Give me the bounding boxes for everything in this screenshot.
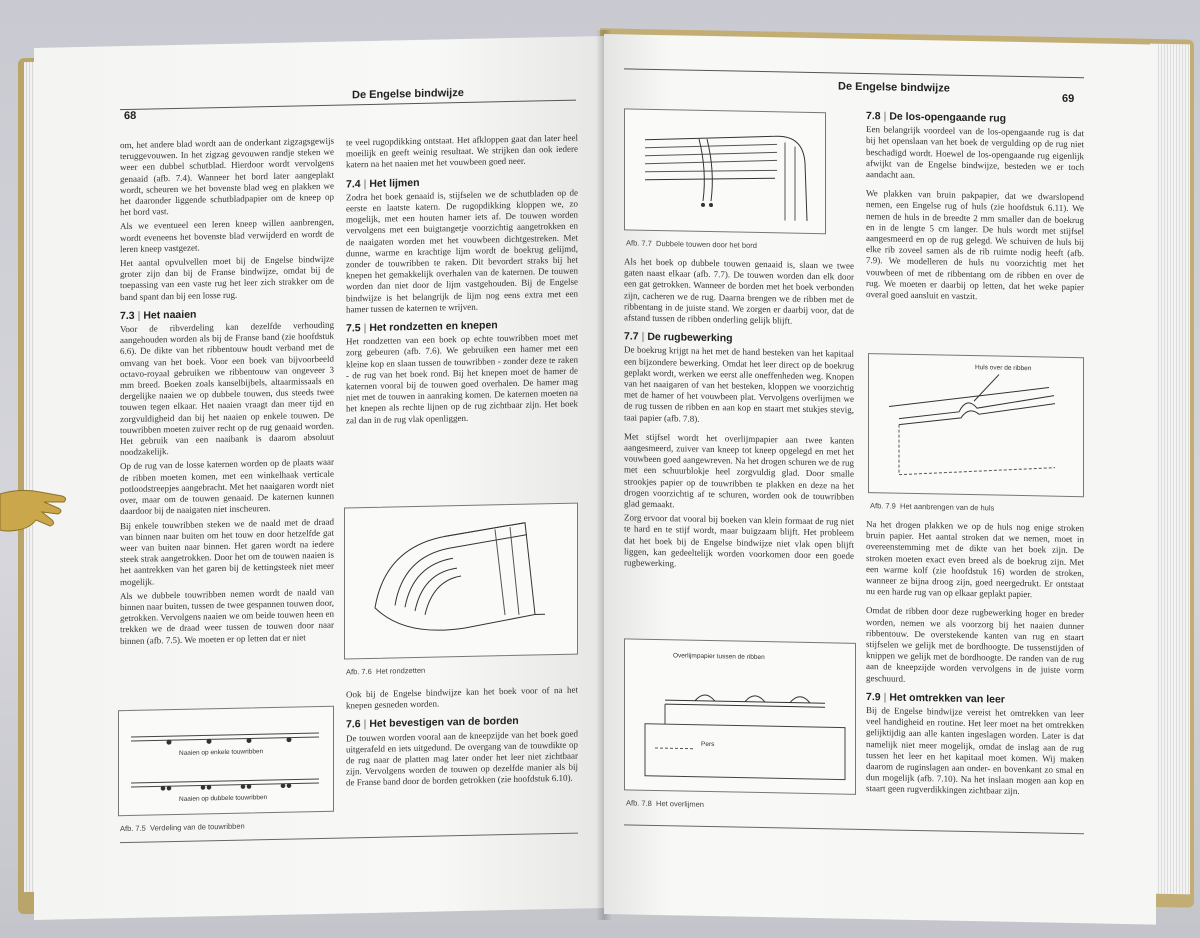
section-title: De los-opengaande rug [889, 110, 1007, 125]
section-title: Het omtrekken van leer [889, 691, 1005, 706]
figure-label: Naaien op enkele touwribben [179, 748, 264, 757]
section-number: 7.5 [346, 322, 361, 335]
hand-icon [0, 480, 70, 540]
caption-text: Het rondzetten [376, 665, 426, 676]
caption-text: Het overlijmen [656, 798, 704, 809]
paragraph: Voor de ribverdeling kan dezelfde verhouding aangehouden worden als bij de Franse band (zie hoofdstuk 6.6). De dikte van het ribbentouw houdt verband met de omvang van het boek. Voor een boek van bijvoorbeeld octavo-royaal gebruiken we ribbentouw van ongeveer 3 mm breed. Boeken zoals kanselbijbels, altaarmissaals en dergelijke naaien we op dubbele touwen, dus steeds twee touwen tegen elkaar. Het naaien vraagt dan meer tijd en zorgvuldigheid dan bij het naaien op enkele touwen. De touwribben moeten zuiver recht op de rug genaaid worden. Het gebruik van een naaibank is daarom absoluut noodzakelijk. [120, 319, 334, 458]
section-heading-7-8: 7.8 | De los-opengaande rug [866, 110, 1007, 125]
footer-rule-right [624, 824, 1084, 834]
figure-7-5 [118, 706, 334, 817]
figure-7-8 [624, 638, 856, 794]
caption-7-8 [626, 798, 704, 808]
figure-7-7 [624, 108, 826, 234]
page-number-right: 69 [1062, 92, 1075, 106]
page-edges-right [1150, 44, 1190, 895]
caption-text: Het aanbrengen van de huls [900, 501, 995, 513]
left-page [34, 36, 606, 920]
left-column-1 [120, 136, 334, 650]
running-head-right: De Engelse bindwijze [838, 80, 950, 95]
header-rule-left [120, 100, 576, 111]
caption-number: Afb. 7.6 [346, 666, 372, 677]
section-number: 7.7 [624, 330, 639, 343]
footer-rule-left [120, 833, 578, 844]
paragraph: Zodra het boek genaaid is, stijfselen we de schutbladen op de eerste en laatste katern. De rugopdikking kloppen we, zo mogelijk, met een houten hamer iets af. De touwen worden vervolgens met een buigtangetje voorzichtig aangetrokken en de naaigaten worden met het vouwbeen dichtgestreken. Met dunne, warme en krachtige lijm wordt de boekrug gelijmd, zonder de touwribben te raken. Dit bevordert straks bij het knepen het gemakkelijk overhalen van de katernen. De touwen worden dan niet door de lijm vastgehouden. Bij de Engelse bindwijze is het belangrijk de lijm nog eens extra met een hamer tussen de katernen te wrijven. [346, 187, 578, 315]
section-title: Het lijmen [369, 176, 420, 190]
section-number: 7.8 [866, 110, 881, 123]
figure-label: Pers [701, 740, 715, 749]
section-title: Het bevestigen van de borden [369, 715, 519, 731]
paragraph: om, het andere blad wordt aan de onderkant zigzagsgewijs teruggevouwen. In het zigzag gevouwen randje steken we weer een dubbel schutblad. Hierdoor wordt vervolgens genaaid (afb. 7.4). Wanneer het bord later aangeplakt wordt, scheuren we het bovenste blad weg en plakken we het daaronder liggende schutbladpapier om de kneep op het bord vast. [120, 135, 334, 218]
figure-7-8-drawing [625, 639, 855, 793]
section-title: De rugbewerking [647, 331, 733, 345]
left-column-2-continued [346, 685, 578, 792]
running-head-left: De Engelse bindwijze [352, 86, 464, 102]
paragraph: Een belangrijk voordeel van de los-opengaande rug is dat bij het openslaan van het boek de vergulding op de rug niet beschadigd wordt. Hoewel de los-opengaande rug eigenlijk afwijkt van de Engelse bindwijze, besteden we er toch aandacht aan. [866, 124, 1084, 180]
paragraph: Als we eventueel een leren kneep willen aanbrengen, wordt eveneens het bovenste blad verwijderd en wordt de leren kneep vastgezet. [120, 217, 334, 255]
caption-7-6 [346, 666, 425, 677]
paragraph: Ook bij de Engelse bindwijze kan het boek voor of na het knepen gesneden worden. [346, 684, 578, 711]
caption-number: Afb. 7.5 [120, 823, 146, 834]
paragraph: Bij enkele touwribben steken we de naald met de draad van binnen naar buiten om het touw en door hetzelfde gat weer van buiten naar binnen. Het garen wordt na iedere steek strak aangetrokken. Door het om de touwen naaien is het aantrekken van het garen bij de kettingsteek niet meer mogelijk. [120, 516, 334, 587]
caption-7-5 [120, 822, 245, 834]
left-column-2 [346, 133, 578, 430]
section-heading-7-6: 7.6 | Het bevestigen van de borden [346, 715, 519, 731]
figure-7-9-drawing [869, 354, 1083, 496]
paragraph: Bij de Engelse bindwijze vereist het omtrekken van leer veel handigheid en routine. Het leer moet na het omtrekken gelijktijdig aan alle kanten ingeslagen worden. Later is dat namelijk niet meer mogelijk, omdat de inslag aan de rug tussen het leer en het kapitaal moet komen. Wij maken daarom de ruginslagen aan onder- en bovenkant zo smal en dun mogelijk (afb. 7.10). Na het inslaan mogen aan kop en staart geen rugverdikkingen zichtbaar zijn. [866, 705, 1084, 797]
paragraph: Op de rug van de losse katernen worden op de plaats waar de ribben moeten komen, met een winkelhaak verticale potloodstreepjes aangebracht. Met het naaigaren wordt niet over, maar om de touwen genaaid. De katernen kunnen daardoor bij de naaigaten niet inscheuren. [120, 457, 334, 517]
paragraph: Als we dubbele touwribben nemen wordt de naald van binnen naar buiten, tussen de twee gespannen touwen door, getrokken. Vervolgens naaien we om beide touwen heen en trekken we de draad weer tussen de touwen door naar binnen (afb. 7.5). We moeten er op letten dat er niet [120, 586, 334, 646]
section-title: Het naaien [143, 308, 197, 322]
figure-label: Overlijmpapier tussen de ribben [673, 652, 765, 662]
caption-7-7 [626, 238, 757, 250]
paragraph: Als het boek op dubbele touwen genaaid is, slaan we twee gaten naast elkaar (afb. 7.7). De touwen worden dan elk door een gat getrokken. Wanneer de borden met het boek verbonden zijn, cacheren we de rug. Daarna brengen we de ribben met de ribbentang in de juiste stand. We zorgen er daarbij voor, dat de afstand tussen de ribben onderling gelijk blijft. [624, 256, 854, 326]
page-edges-left [24, 62, 34, 892]
section-heading-7-7: 7.7 | De rugbewerking [624, 330, 733, 345]
figure-7-6-drawing [345, 504, 577, 659]
section-title: Het rondzetten en knepen [369, 319, 498, 335]
right-column-2-continued [866, 519, 1084, 802]
section-number: 7.4 [346, 177, 361, 191]
section-number: 7.9 [866, 690, 881, 704]
right-column-1 [624, 256, 854, 576]
caption-number: Afb. 7.9 [870, 501, 896, 511]
section-number: 7.6 [346, 718, 361, 731]
page-number-left: 68 [124, 109, 137, 123]
section-heading-7-4: 7.4 | Het lijmen [346, 176, 420, 191]
section-number: 7.3 [120, 309, 135, 323]
caption-text: Dubbele touwen door het bord [656, 238, 757, 250]
caption-number: Afb. 7.8 [626, 798, 652, 808]
figure-label: Huls over de ribben [975, 364, 1032, 373]
paragraph: Zorg ervoor dat vooral bij boeken van klein formaat de rug niet te hard en te stijf wordt, maar buigzaam blijft. Het probleem dat het boek bij de Engelse bindwijze niet vlak open blijft liggen, kan gedeeltelijk worden voorkomen door een goede rugbewerking. [624, 512, 854, 569]
section-heading-7-3: 7.3 | Het naaien [120, 308, 197, 323]
section-heading-7-5: 7.5 | Het rondzetten en knepen [346, 319, 498, 335]
figure-7-7-drawing [625, 109, 825, 233]
caption-number: Afb. 7.7 [626, 238, 652, 248]
right-page [604, 34, 1156, 925]
paragraph: We plakken van bruin pakpapier, dat we dwarslopend nemen, een Engelse rug of huls (zie hoofdstuk 6.11). We nemen de huls in de breedte 2 mm smaller dan de boekrug en in de lengte 5 cm langer. De huls wordt met stijfsel aangesmeerd en op de rug gelegd. We schuiven de huls bij elke rib zoveel samen als de rib ruimte nodig heeft (afb. 7.9). We modelleren de huls nu voorzichtig met het vouwbeen of met de ribbentang om de ribben en over de rug. We moeten er daarbij op letten, dat het weke papier overal goed aansluit en vastzit. [866, 188, 1084, 302]
figure-7-9 [868, 353, 1084, 497]
paragraph: De touwen worden vooral aan de kneepzijde van het boek goed uitgerafeld en iets uitgedund. De overgang van de touwdikte op de rug naar de platten mag later onder het leer niet zichtbaar zijn. Vervolgens worden de touwen op dezelfde manier als bij de Franse band door de borden getrokken (zie hoofdstuk 6.10). [346, 728, 578, 788]
section-heading-7-9: 7.9 | Het omtrekken van leer [866, 690, 1005, 706]
caption-text: Verdeling van de touwribben [150, 821, 245, 833]
header-rule-right [624, 68, 1084, 78]
paragraph: Omdat de ribben door deze rugbewerking hoger en breder worden, nemen we als voorzorg bij het naaien dunner ribbentouw. De overstekende kanten van rug en staart stijfselen we gelijk met de bordhoogte. De tussenstijden of knippen we gelijk met de bordhoogte. De randen van de rug aan de kneepzijde worden vervolgens in de juiste vorm geschuurd. [866, 605, 1084, 684]
paragraph: Na het drogen plakken we op de huls nog enige stroken bruin papier. Het aantal stroken dat we nemen, moet in overeenstemming met de dikte van het boek zijn. De stroken moeten exact even breed als de boekrug zijn. Met een warme kolf (zie hoofdstuk 16) worden de stroken, wanneer ze bijna droog zijn, goed neergedrukt. Er ontstaat nu een harde rug van op elkaar geplakt papier. [866, 519, 1084, 600]
right-column-2 [866, 103, 1084, 307]
paragraph: te veel rugopdikking ontstaat. Het afkloppen gaat dan later heel moeilijk en geeft weinig resultaat. We strijken dan ook iedere katern na het naaien met het vouwbeen goed neer. [346, 132, 578, 170]
caption-7-9 [870, 501, 994, 512]
paragraph: De boekrug krijgt na het met de hand besteken van het kapitaal een bijzondere bewerking. Omdat het leer direct op de boekrug geplakt wordt, werken we eerst alle oneffenheden weg. Knopen van het naaigaren of van het besteken, kloppen we voorzichtig met de hamer of het vouwbeen plat. Vervolgens overlijmen we de rug tussen de ribben en aan kop en staart met stukjes stevig, taai papier (afb. 7.8). [624, 344, 854, 424]
paragraph: Het rondzetten van een boek op echte touwribben moet met zorg gebeuren (afb. 7.6). We gebruiken een hamer met een kleine kop en slaan tussen de touwribben - zonder deze te raken - de rug van het boek rond. Bij het knepen moet de hamer de katernen vooral bij de touwen goed overhalen. De hamer mag niet met de touwen in aanraking komen. De katernen moeten na het knepen als rechte lijnen op de rug zichtbaar zijn. Het boek zal dan in de rug vlak openliggen. [346, 331, 578, 426]
figure-7-6 [344, 503, 578, 660]
figure-label: Naaien op dubbele touwribben [179, 794, 268, 803]
paragraph: Met stijfsel wordt het overlijmpapier aan twee kanten aangesmeerd, zuiver van kneep tot kneep opgelegd en met het vouwbeen goed aangewreven. Na het drogen schuren we de rug met een schuurblokje heel zorgvuldig glad. Door smalle strookjes papier op de touwribben te plakken en deze na het drogen voorzichtig af te schuren, worden ook de touwribben glad gemaakt. [624, 431, 854, 510]
paragraph: Het aantal opvulvellen moet bij de Engelse bindwijze groter zijn dan bij de Franse bindwijze, omdat bij de toepassing van een vaste rug het leer zich strakker om de band spant dan bij een losse rug. [120, 253, 334, 302]
